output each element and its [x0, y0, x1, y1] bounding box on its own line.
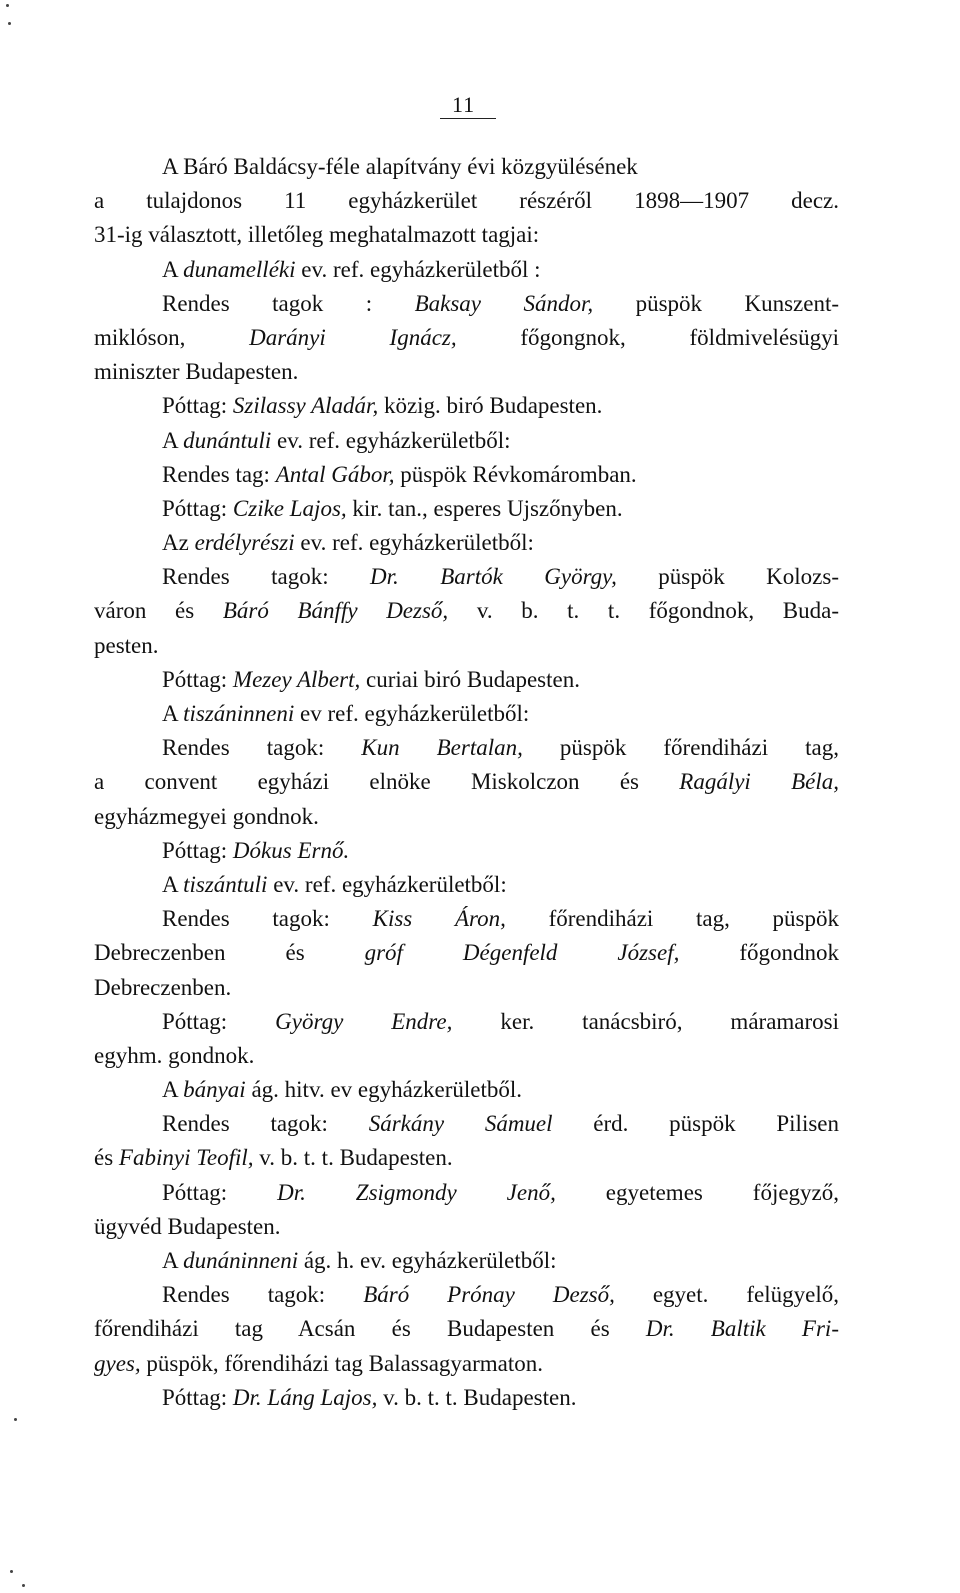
- text-run: Póttag:: [162, 393, 233, 419]
- text-run: Póttag:: [162, 1384, 233, 1410]
- text-line: [94, 287, 839, 321]
- text-run: főrendiházi tag, püspök: [505, 906, 840, 932]
- text-run: püspök főrendiházi tag,: [522, 735, 839, 761]
- italic-name: Dr. Láng Lajos,: [232, 1384, 378, 1410]
- text-run: egyházmegyei gondnok.: [94, 803, 319, 829]
- text-run: v. b. t. t. főgondnok, Buda-: [448, 598, 840, 624]
- text-line: [94, 1005, 839, 1039]
- text-line: [94, 253, 839, 287]
- italic-name: Sárkány Sámuel: [368, 1111, 553, 1137]
- scan-speck: [8, 22, 11, 25]
- text-run: Póttag:: [162, 495, 233, 521]
- text-line: [94, 1176, 839, 1210]
- italic-name: Fabinyi Teofil,: [118, 1145, 254, 1171]
- text-line: [94, 321, 839, 355]
- text-line: [94, 663, 839, 697]
- text-run: A: [162, 1248, 184, 1273]
- text-run: ág. hitv. ev egyházkerületből.: [245, 1077, 523, 1103]
- text-run: a convent egyházi elnöke Miskolczon és: [94, 769, 680, 795]
- text-run: Rendes tagok:: [162, 735, 362, 761]
- text-run: v. b. t. t. Budapesten.: [377, 1384, 577, 1410]
- text-run: főrendiházi tag Acsán és Budapesten és: [94, 1316, 646, 1342]
- text-run: v. b. t. t. Budapesten.: [253, 1145, 453, 1171]
- scan-speck: [10, 1570, 13, 1573]
- text-run: ág. h. ev. egyházkerületből:: [298, 1248, 557, 1273]
- text-run: pesten.: [94, 632, 159, 658]
- text-line: [94, 492, 839, 526]
- text-run: ügyvéd Budapesten.: [94, 1213, 281, 1239]
- text-line: [94, 424, 839, 458]
- text-run: ker. tanácsbiró, máramarosi: [452, 1008, 839, 1034]
- text-run: 31-ig választott, illetőleg meghatalmazott tagjai:: [94, 222, 540, 248]
- italic-name: Dr. Bartók György,: [370, 564, 617, 590]
- text-run: főgongnok, földmivelésügyi: [456, 324, 839, 350]
- italic-name: Báró Bánffy Dezső,: [222, 598, 449, 624]
- text-line: [94, 902, 839, 936]
- text-line: [94, 1381, 839, 1415]
- text-run: egyet. felügyelő,: [614, 1282, 840, 1308]
- text-run: Póttag:: [162, 1179, 278, 1205]
- italic-name: Dr. Baltik Fri-: [645, 1316, 839, 1342]
- italic-name: Baksay Sándor,: [414, 290, 594, 316]
- text-run: váron és: [94, 598, 223, 624]
- italic-name: Czike Lajos,: [232, 495, 347, 521]
- text-run: közig. biró Budapesten.: [378, 393, 603, 419]
- text-run: ev ref. egyházkerületből:: [294, 701, 530, 726]
- italic-name: Darányi Ignácz,: [249, 324, 457, 350]
- text-line: [94, 184, 839, 218]
- text-run: Az: [162, 530, 195, 556]
- italic-name: tiszántuli: [183, 871, 268, 897]
- italic-name: Mezey Albert,: [232, 666, 361, 692]
- text-line: [94, 526, 839, 560]
- text-line: [94, 800, 839, 834]
- text-line: [94, 868, 839, 902]
- text-run: egyhm. gondnok.: [94, 1042, 255, 1068]
- text-run: Rendes tag:: [162, 461, 276, 487]
- page-number-rule: [440, 118, 496, 119]
- text-run: Rendes tagok:: [162, 564, 371, 590]
- text-run: főgondnok: [679, 940, 839, 966]
- text-line: [94, 1039, 839, 1073]
- text-line: [94, 594, 839, 628]
- text-line: [94, 1141, 839, 1175]
- text-line: [94, 765, 839, 799]
- text-line: [94, 731, 839, 765]
- text-line: [94, 1347, 839, 1381]
- text-run: ev. ref. egyházkerületből :: [295, 256, 541, 282]
- text-run: a tulajdonos 11 egyházkerület részéről 1898—1907 decz.: [94, 188, 839, 214]
- italic-name: Dr. Zsigmondy Jenő,: [277, 1179, 556, 1205]
- text-run: Rendes tagok:: [162, 1282, 364, 1308]
- text-line: [94, 389, 839, 423]
- text-run: püspök Kolozs-: [616, 564, 839, 590]
- text-run: kir. tan., esperes Ujszőnyben.: [346, 495, 623, 521]
- text-run: Rendes tagok :: [162, 290, 415, 316]
- text-line: [94, 1278, 839, 1312]
- italic-name: gróf Dégenfeld József,: [364, 940, 680, 966]
- text-run: Póttag:: [162, 837, 233, 863]
- text-run: Rendes tagok:: [162, 906, 373, 932]
- text-run: Debreczenben.: [94, 974, 232, 1000]
- italic-name: dunáninneni: [183, 1248, 299, 1273]
- italic-name: György Endre,: [275, 1008, 453, 1034]
- text-line: [94, 936, 839, 970]
- italic-name: Antal Gábor,: [275, 461, 395, 487]
- text-run: miniszter Budapesten.: [94, 359, 299, 385]
- text-line: [94, 458, 839, 492]
- text-run: püspök, főrendiházi tag Balassagyarmaton.: [140, 1350, 544, 1376]
- text-line: [94, 697, 839, 731]
- text-run: A: [162, 871, 184, 897]
- italic-name: tiszáninneni: [183, 701, 295, 726]
- text-run: és: [94, 1145, 119, 1171]
- text-line: [94, 560, 839, 594]
- italic-name: dunamelléki: [183, 256, 296, 282]
- text-line: [94, 834, 839, 868]
- italic-name: bányai: [183, 1077, 246, 1103]
- text-run: ev. ref. egyházkerületből:: [294, 530, 534, 556]
- text-line: [94, 1073, 839, 1107]
- body-text: [94, 150, 839, 1415]
- italic-name: dunántuli: [183, 427, 272, 453]
- text-line: [94, 355, 839, 389]
- italic-name: Dókus Ernő.: [232, 837, 350, 863]
- text-run: ev. ref. egyházkerületből:: [267, 871, 507, 897]
- scan-speck: [14, 1418, 17, 1421]
- text-line: [94, 1244, 839, 1278]
- italic-name: erdélyrészi: [194, 530, 295, 556]
- text-line: [94, 1107, 839, 1141]
- text-run: A Báró Baldácsy-féle alapítvány évi közgyülésének: [162, 154, 638, 179]
- text-line: [94, 1210, 839, 1244]
- italic-name: Ragályi Béla,: [679, 769, 839, 795]
- text-run: A: [162, 1077, 184, 1103]
- italic-name: Kun Bertalan,: [361, 735, 523, 761]
- text-run: ev. ref. egyházkerületből:: [271, 427, 511, 453]
- text-line: [94, 971, 839, 1005]
- text-run: érd. püspök Pilisen: [552, 1111, 839, 1137]
- text-run: Rendes tagok:: [162, 1111, 369, 1137]
- text-line: [94, 629, 839, 663]
- text-run: püspök Kunszent-: [593, 290, 839, 316]
- text-run: egyetemes főjegyző,: [555, 1179, 840, 1205]
- italic-name: Báró Prónay Dezső,: [363, 1282, 615, 1308]
- text-run: Debreczenben és: [94, 940, 365, 966]
- page-number: 11: [452, 92, 476, 117]
- text-run: A: [162, 701, 184, 726]
- text-run: püspök Révkomáromban.: [394, 461, 637, 487]
- text-run: A: [162, 256, 184, 282]
- scan-speck: [6, 4, 9, 7]
- italic-name: gyes,: [94, 1350, 141, 1376]
- italic-name: Szilassy Aladár,: [232, 393, 379, 419]
- text-line: [94, 150, 839, 184]
- text-line: [94, 1312, 839, 1346]
- text-run: miklóson,: [94, 324, 250, 350]
- text-run: curiai biró Budapesten.: [360, 666, 580, 692]
- scan-speck: [22, 1584, 25, 1587]
- text-line: [94, 218, 839, 252]
- text-run: Póttag:: [162, 1008, 276, 1034]
- text-run: Póttag:: [162, 666, 233, 692]
- italic-name: Kiss Áron,: [372, 906, 506, 932]
- text-run: A: [162, 427, 184, 453]
